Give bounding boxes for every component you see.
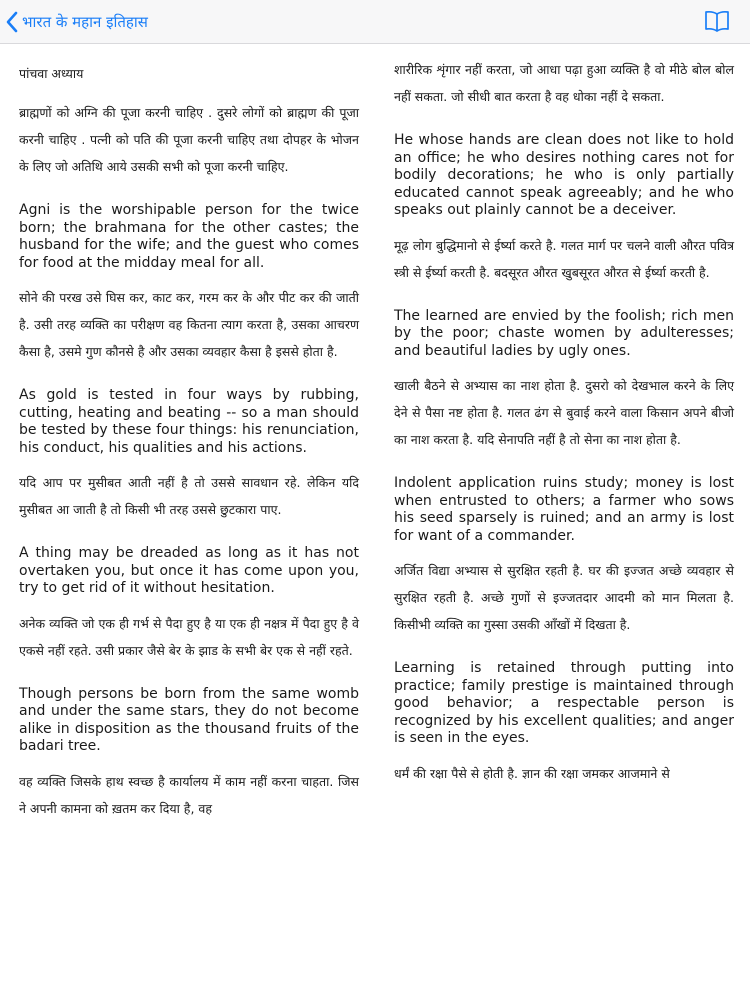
verse-hindi: शारीरिक शृंगार नहीं करता, जो आधा पढ़ा हुआ व्यक्ति है वो मीठे बोल बोल नहीं सकता. जो सीधी बात करता है वह धोका नहीं दे सकता.	[394, 62, 734, 104]
chapter-heading: पांचवा अध्याय	[19, 66, 84, 81]
back-label: भारत के महान इतिहास	[22, 13, 148, 31]
verse-hindi: मूढ़ लोग बुद्धिमानो से ईर्ष्या करते है. गलत मार्ग पर चलने वाली औरत पवित्र स्त्री से ईर्ष्या करती है. बदसूरत औरत खुबसूरत औरत से ईर्ष्या करती है.	[394, 237, 734, 280]
chevron-left-icon	[6, 11, 18, 33]
verse-hindi: ब्राह्मणों को अग्नि की पूजा करनी चाहिए . दुसरे लोगों को ब्राह्मण की पूजा करनी चाहिए . पत्नी को पति की पूजा करनी चाहिए तथा दोपहर के भोजन के लिए जो अतिथि आये उसकी सभी को पूजा करनी चाहिए.	[19, 105, 359, 174]
verse-hindi: वह व्यक्ति जिसके हाथ स्वच्छ है कार्यालय में काम नहीं करना चाहता. जिस ने अपनी कामना को ख़तम कर दिया है, वह	[19, 773, 359, 816]
verse-english: The learned are envied by the foolish; rich men by the poor; chaste women by adulteresses; and beautiful ladies by ugly ones.	[394, 307, 734, 359]
book-icon[interactable]	[704, 9, 730, 33]
verse-english: Indolent application ruins study; money is lost when entrusted to others; a farmer who sows his seed sparsely is ruined; and an army is lost for want of a commander.	[394, 475, 734, 544]
verse-hindi: अर्जित विद्या अभ्यास से सुरक्षित रहती है. घर की इज्जत अच्छे व्यवहार से सुरक्षित रहती है. अच्छे गुणों से इज्जतदार आदमी को मान मिलता है. किसीभी व्यक्ति का गुस्सा उसकी आँखों में दिखता है.	[394, 563, 734, 632]
verse-hindi: सोने की परख उसे घिस कर, काट कर, गरम कर के और पीट कर की जाती है. उसी तरह व्यक्ति का परीक्षण वह कितना त्याग करता है, उसका आचरण कैसा है, उसमे गुण कौनसे है और उसका व्यवहार कैसा है इससे होता है.	[19, 290, 359, 359]
reader-content[interactable]	[0, 44, 750, 1000]
left-column	[19, 44, 359, 822]
verse-hindi: अनेक व्यक्ति जो एक ही गर्भ से पैदा हुए है या एक ही नक्षत्र में पैदा हुए है वे एकसे नहीं रहते. उसी प्रकार जैसे बेर के झाड के सभी बेर एक से नहीं रहते.	[19, 615, 359, 658]
navigation-bar	[0, 0, 750, 44]
right-column	[394, 44, 734, 787]
verse-english: Agni is the worshipable person for the twice born; the brahmana for the other castes; the husband for the wife; and the guest who comes for food at the midday meal for all.	[19, 202, 359, 271]
verse-english: As gold is tested in four ways by rubbing, cutting, heating and beating -- so a man should be tested by these four things: his renunciation, his conduct, his qualities and his actions.	[19, 387, 359, 456]
verse-english: A thing may be dreaded as long as it has not overtaken you, but once it has come upon you, try to get rid of it without hesitation.	[19, 545, 359, 596]
verse-hindi: धर्मं की रक्षा पैसे से होती है. ज्ञान की रक्षा जमकर आजमाने से	[394, 765, 670, 781]
verse-hindi: यदि आप पर मुसीबत आती नहीं है तो उससे सावधान रहे. लेकिन यदि मुसीबत आ जाती है तो किसी भी तरह उससे छुटकारा पाए.	[19, 475, 359, 517]
verse-english: He whose hands are clean does not like to hold an office; he who desires nothing cares not for bodily decorations; he who is only partially educated cannot speak agreeably; and he who speaks out plainly cannot be a deceiver.	[394, 132, 734, 218]
verse-hindi: खाली बैठने से अभ्यास का नाश होता है. दुसरो को देखभाल करने के लिए देने से पैसा नष्ट होता है. गलत ढंग से बुवाई करने वाला किसान अपने बीजो का नाश करता है. यदि सेनापति नहीं है तो सेना का नाश होता है.	[394, 378, 734, 447]
back-button[interactable]	[6, 8, 148, 36]
verse-english: Learning is retained through putting into practice; family prestige is maintained through good behavior; a respectable person is recognized by his excellent qualities; and anger is seen in the eyes.	[394, 660, 734, 746]
verse-english: Though persons be born from the same womb and under the same stars, they do not become alike in disposition as the thousand fruits of the badari tree.	[19, 685, 359, 754]
